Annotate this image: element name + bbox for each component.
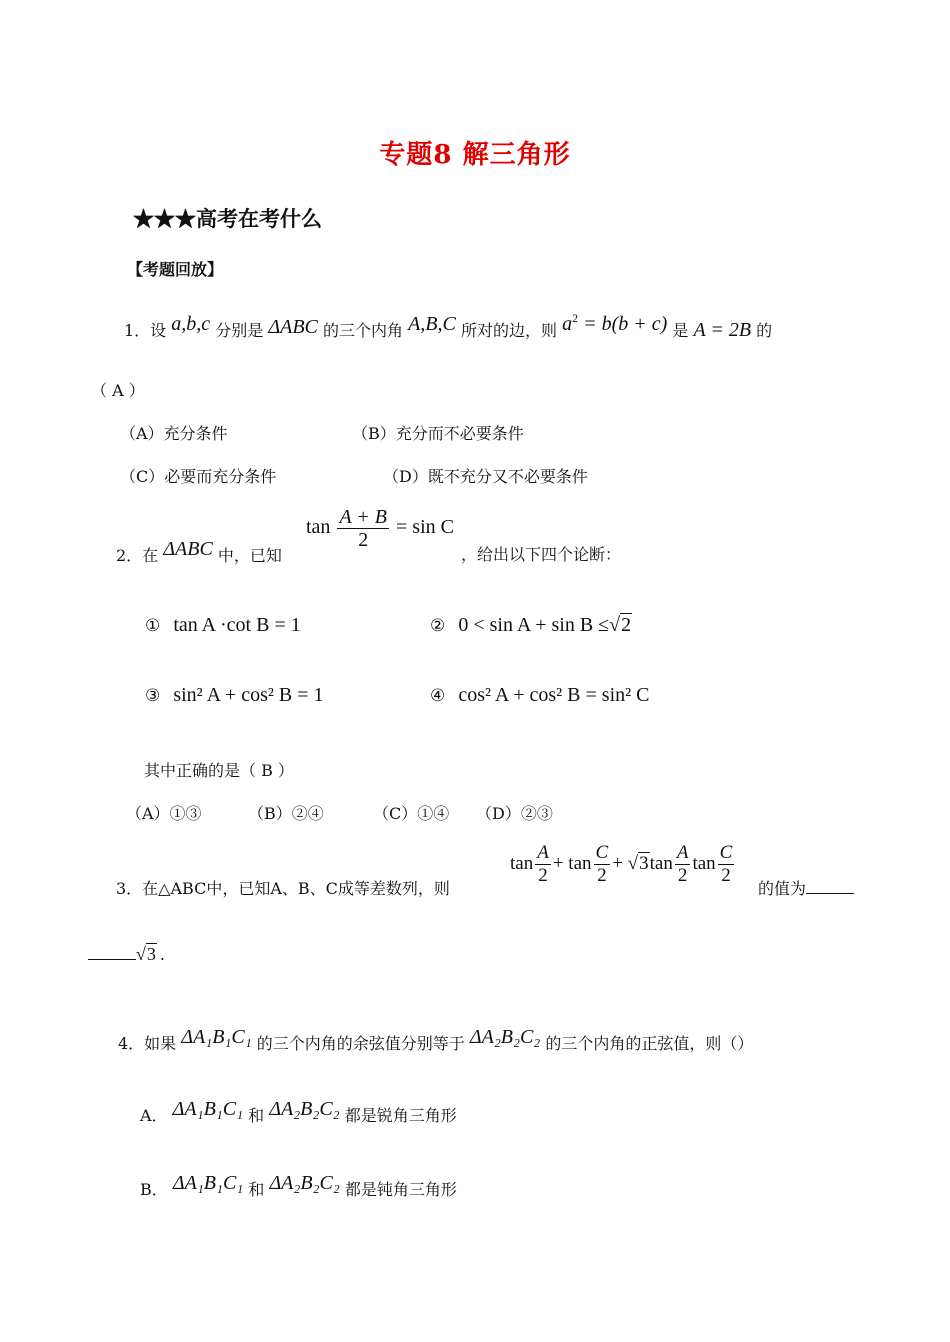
q4-option-a: A． ΔA₁B₁C₁ 和 ΔA₂B₂C₂ 都是锐角三角形 [140,1098,457,1125]
q1-condition-2: A = 2B [693,319,752,341]
q3-answer: √3 . [88,944,165,965]
q2-item-4: ④ cos² A + cos² B = sin² C [430,684,650,706]
q3-text: 3．在△ABC中，已知A、B、C成等差数列，则 [116,879,450,898]
q2-option-d: （D）②③ [476,804,553,823]
q1-answer: （ A ） [91,381,145,400]
q2-item-2: ② 0 < sin A + sin B ≤√2 [430,614,632,636]
q2-number: 2．在 [116,546,159,565]
q1-text-1: 分别是 [215,321,264,340]
q1-angles: A,B,C [408,313,456,335]
q1-text-5: 的 [756,321,773,340]
q2-item-1: ① tan A ·cot B = 1 [145,614,301,636]
q2-option-a: （A）①③ [126,804,202,823]
q3-formula: tan $\frac{A}{2}$ + tan $\frac{C}{2}$ + √3tan $\frac{A}{2}$ tan $\frac{C}{2}$ [510,842,733,886]
q1-option-c: （C）必要而充分条件 [120,467,277,486]
q2-option-b: （B）②④ [248,804,324,823]
q1-number: 1．设 [124,321,167,340]
q1-line [124,311,772,342]
q2-given-formula: tan $\frac{A + B}{2}$ = sin C [306,506,454,551]
q1-option-a: （A）充分条件 [120,424,228,443]
page-title: 专题8 解三角形 [379,140,571,170]
q2-item-3: ③ sin² A + cos² B = 1 [145,684,324,706]
q4-option-b: B． ΔA₁B₁C₁ 和 ΔA₂B₂C₂ 都是钝角三角形 [140,1172,457,1199]
section-heading: ★★★高考在考什么 [133,206,322,231]
q2-intro [116,538,282,566]
q1-text-2: 的三个内角 [322,321,403,340]
q3-text-2: 的值为 [758,876,854,899]
q2-text-1: 中，已知 [217,546,282,565]
q1-vars: a,b,c [171,313,211,335]
q2-option-c: （C）①④ [373,804,450,823]
q1-text-4: 是 [672,321,689,340]
q1-option-d: （D）既不充分又不必要条件 [383,467,588,486]
q2-answer: 其中正确的是（ B ） [144,761,294,780]
q4-line: 4．如果 ΔA₁B₁C₁ 的三个内角的余弦值分别等于 ΔA₂B₂C₂ 的三个内角的正弦值，则（） [118,1026,754,1053]
q1-triangle: ΔABC [268,316,318,338]
q2-triangle: ΔABC [163,538,213,560]
q2-text-2: ，给出以下四个论断： [461,545,622,564]
subsection-label: 【考题回放】 [127,260,224,279]
q1-text-3: 所对的边，则 [460,321,557,340]
q1-condition: $a^2 = b(b + c)$ [562,311,668,335]
q4-triangle-1: ΔA₁B₁C₁ [181,1026,252,1048]
q4-triangle-2: ΔA₂B₂C₂ [469,1026,541,1048]
q1-option-b: （B）充分而不必要条件 [352,424,524,443]
